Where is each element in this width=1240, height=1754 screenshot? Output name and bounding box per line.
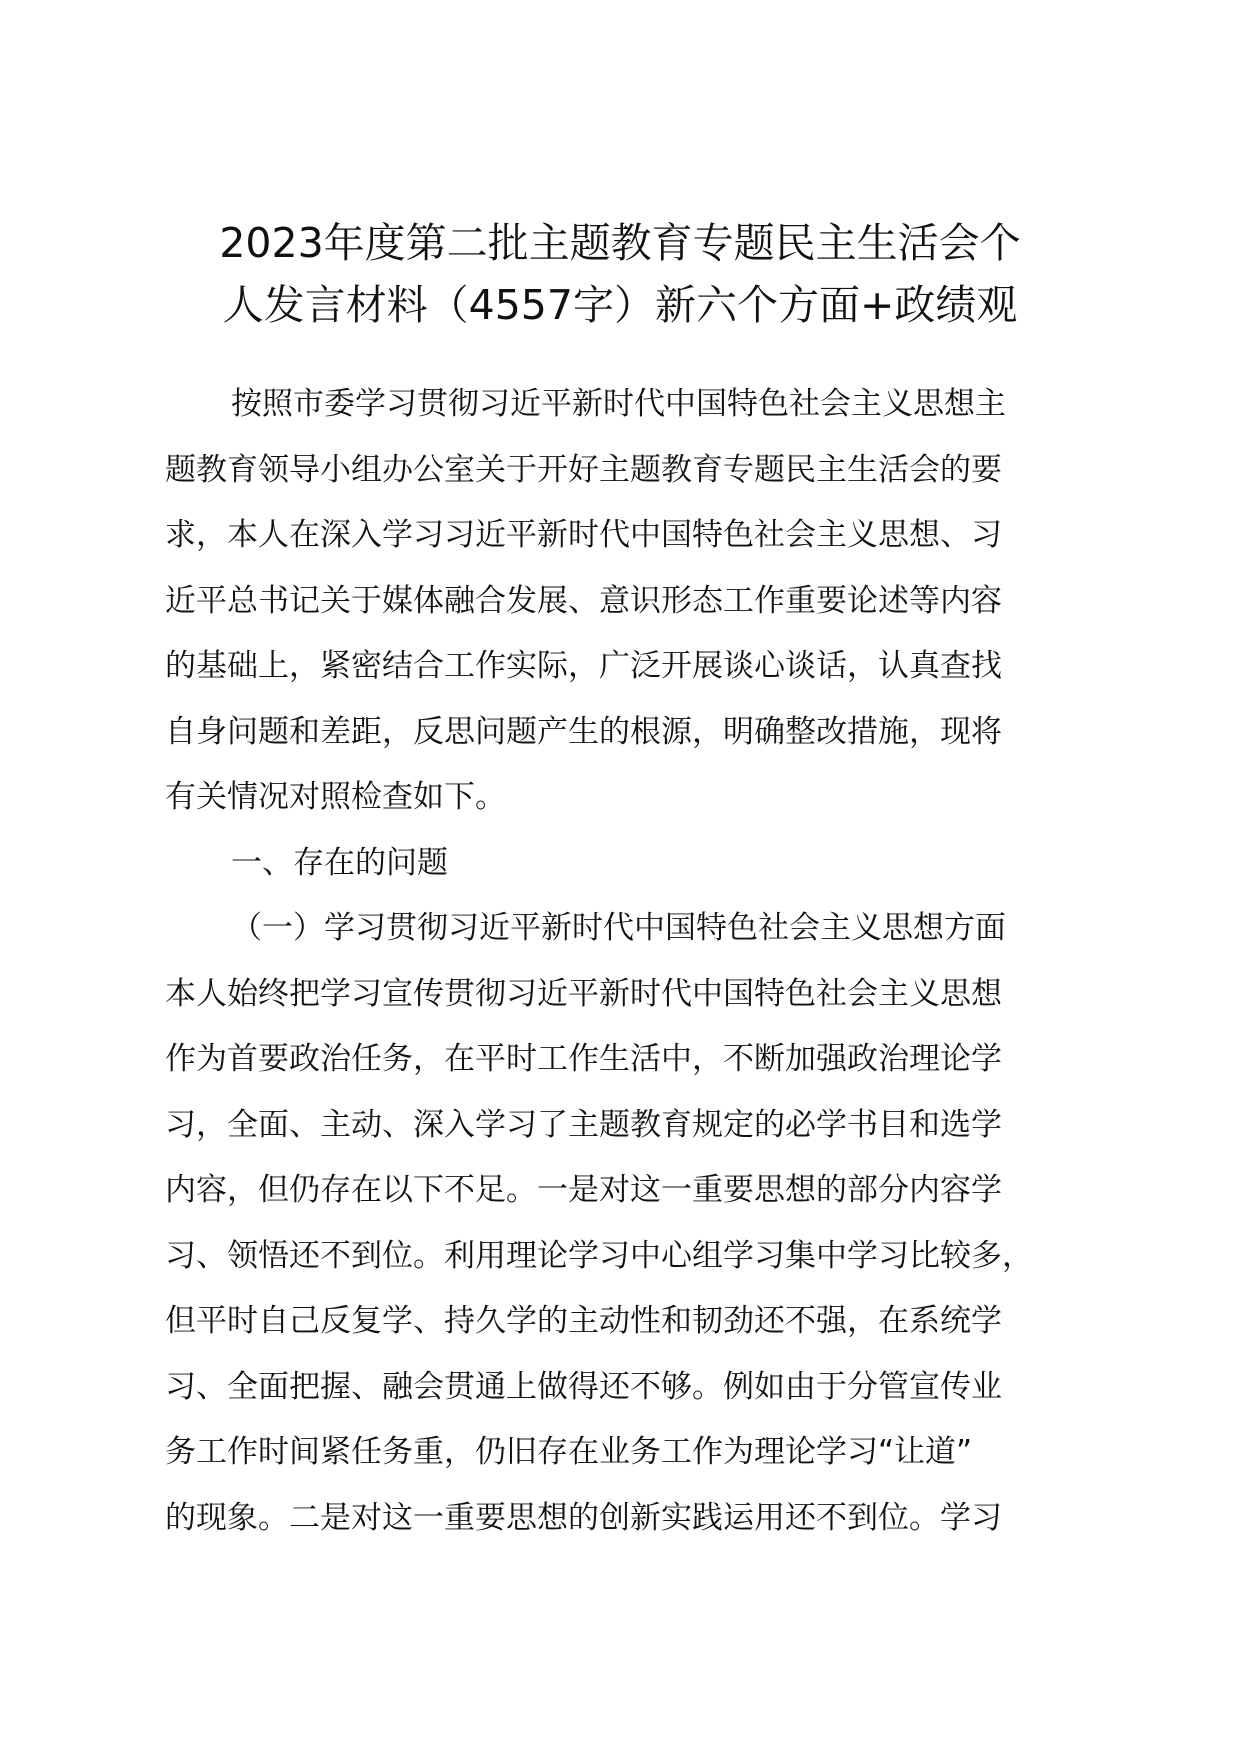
paragraph-line: 题教育领导小组办公室关于开好主题教育专题民主生活会的要 — [165, 451, 1002, 488]
subsection-heading: （一）学习贯彻习近平新时代中国特色社会主义思想方面 — [231, 910, 1006, 946]
paragraph-line: 作为首要政治任务，在平时工作生活中，不断加强政治理论学 — [165, 1041, 1002, 1077]
paragraph-line: 习，全面、主动、深入学习了主题教育规定的必学书目和选学 — [165, 1106, 1002, 1143]
paragraph-line: 习、全面把握、融会贯通上做得还不够。例如由于分管宣传业 — [165, 1368, 1002, 1405]
title-line-1: 2023年度第二批主题教育专题民主生活会个 — [219, 219, 1021, 267]
paragraph-line: 内容，但仍存在以下不足。一是对这一重要思想的部分内容学 — [165, 1172, 1002, 1208]
paragraph-line: 按照市委学习贯彻习近平新时代中国特色社会主义思想主 — [231, 386, 1006, 422]
paragraph-line: 但平时自己反复学、持久学的主动性和韧劲还不强，在系统学 — [165, 1303, 1002, 1339]
paragraph-line: 务工作时间紧任务重，仍旧存在业务工作为理论学习“让道” — [165, 1434, 973, 1470]
paragraph-line: 自身问题和差距，反思问题产生的根源，明确整改措施，现将 — [165, 713, 1002, 750]
paragraph-line: 习、领悟还不到位。利用理论学习中心组学习集中学习比较多， — [165, 1237, 1033, 1274]
title-line-2: 人发言材料（4557字）新六个方面+政绩观 — [222, 281, 1018, 329]
paragraph-line: 的现象。二是对这一重要思想的创新实践运用还不到位。学习 — [165, 1499, 1002, 1536]
paragraph-line: 的基础上，紧密结合工作实际，广泛开展谈心谈话，认真查找 — [165, 648, 1002, 684]
paragraph-line: 有关情况对照检查如下。 — [165, 779, 506, 815]
paragraph-line: 求，本人在深入学习习近平新时代中国特色社会主义思想、习 — [165, 517, 1002, 553]
document-body — [165, 372, 1095, 1551]
document-title — [150, 212, 1090, 336]
section-heading: 一、存在的问题 — [231, 844, 448, 881]
paragraph-line: 近平总书记关于媒体融合发展、意识形态工作重要论述等内容 — [165, 582, 1002, 619]
paragraph-line: 本人始终把学习宣传贯彻习近平新时代中国特色社会主义思想 — [165, 975, 1002, 1012]
